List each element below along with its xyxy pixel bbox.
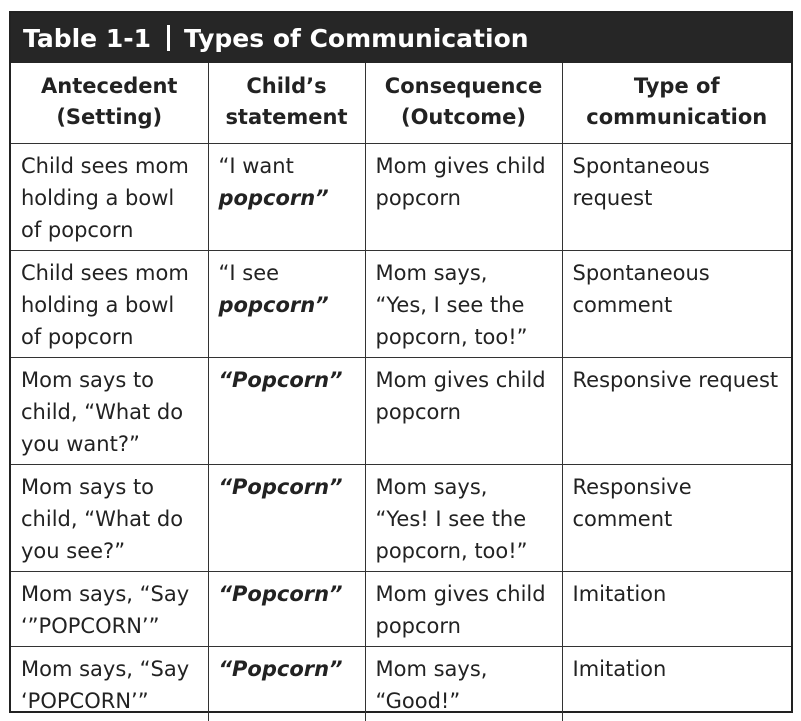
antecedent-cell xyxy=(11,464,208,571)
statement-cell xyxy=(208,143,365,250)
statement-cell xyxy=(208,464,365,571)
type-cell xyxy=(562,250,791,357)
cell-line: Mom says to xyxy=(21,474,155,499)
type-cell xyxy=(562,143,791,250)
cell-line: “Yes! I see the xyxy=(375,506,527,531)
statement-emphasis: popcorn” xyxy=(218,185,329,210)
antecedent-cell xyxy=(11,571,208,646)
cell-line: Imitation xyxy=(572,656,667,681)
cell-line: of popcorn xyxy=(21,324,134,349)
table-number: Table 1-1 xyxy=(23,23,151,53)
header-line: (Setting) xyxy=(56,105,163,129)
cell-line: request xyxy=(572,185,653,210)
cell-line: Imitation xyxy=(572,581,667,606)
table-row xyxy=(11,646,791,721)
antecedent-cell xyxy=(11,357,208,464)
consequence-cell xyxy=(365,646,562,721)
table-title-bar xyxy=(11,13,791,63)
statement-emphasis: “Popcorn” xyxy=(218,581,343,606)
cell-line: popcorn xyxy=(375,399,461,424)
cell-line: comment xyxy=(572,292,673,317)
type-cell xyxy=(562,464,791,571)
communication-table xyxy=(11,63,791,721)
statement-cell xyxy=(208,357,365,464)
statement-cell xyxy=(208,646,365,721)
header-line: Consequence xyxy=(384,74,543,98)
header-line: Antecedent xyxy=(41,74,178,98)
cell-line: Spontaneous xyxy=(572,153,710,178)
statement-cell xyxy=(208,571,365,646)
table-row xyxy=(11,357,791,464)
header-line: communication xyxy=(586,105,768,129)
cell-line: popcorn, too!” xyxy=(375,538,528,563)
antecedent-cell xyxy=(11,143,208,250)
cell-line: of popcorn xyxy=(21,217,134,242)
header-type xyxy=(562,63,791,143)
cell-line: Mom says, xyxy=(375,656,488,681)
header-line: statement xyxy=(225,105,348,129)
header-consequence xyxy=(365,63,562,143)
statement-emphasis: “Popcorn” xyxy=(218,367,343,392)
cell-line: “I see xyxy=(218,260,280,285)
cell-line: Child sees mom xyxy=(21,260,189,285)
cell-line: ‘POPCORN’” xyxy=(21,688,149,713)
consequence-cell xyxy=(365,464,562,571)
cell-line: Mom gives child xyxy=(375,153,546,178)
header-line: Type of xyxy=(633,74,720,98)
cell-line: Mom says, “Say xyxy=(21,656,190,681)
cell-line: Responsive xyxy=(572,474,692,499)
table-row xyxy=(11,250,791,357)
header-line: Child’s xyxy=(246,74,327,98)
consequence-cell xyxy=(365,571,562,646)
cell-line: Mom gives child xyxy=(375,367,546,392)
cell-line: Spontaneous xyxy=(572,260,710,285)
cell-line: Responsive request xyxy=(572,367,779,392)
cell-line: popcorn, too!” xyxy=(375,324,528,349)
cell-line: “Yes, I see the xyxy=(375,292,525,317)
cell-line: you see?” xyxy=(21,538,126,563)
cell-line: child, “What do xyxy=(21,399,184,424)
cell-line: Mom says, “Say xyxy=(21,581,190,606)
cell-line: “Good!” xyxy=(375,688,461,713)
cell-line: Mom says, xyxy=(375,474,488,499)
statement-emphasis: “Popcorn” xyxy=(218,656,343,681)
title-separator xyxy=(167,25,170,51)
table-row xyxy=(11,464,791,571)
cell-line: Mom says to xyxy=(21,367,155,392)
type-cell xyxy=(562,571,791,646)
cell-line: “I want xyxy=(218,153,294,178)
antecedent-cell xyxy=(11,250,208,357)
statement-emphasis: “Popcorn” xyxy=(218,474,343,499)
header-line: (Outcome) xyxy=(400,105,527,129)
type-cell xyxy=(562,357,791,464)
cell-line: Child sees mom xyxy=(21,153,189,178)
communication-table-figure xyxy=(9,11,793,713)
consequence-cell xyxy=(365,250,562,357)
header-row xyxy=(11,63,791,143)
statement-cell xyxy=(208,250,365,357)
consequence-cell xyxy=(365,143,562,250)
cell-line: Mom gives child xyxy=(375,581,546,606)
cell-line: popcorn xyxy=(375,613,461,638)
consequence-cell xyxy=(365,357,562,464)
type-cell xyxy=(562,646,791,721)
table-row xyxy=(11,571,791,646)
cell-line: popcorn xyxy=(375,185,461,210)
header-antecedent xyxy=(11,63,208,143)
header-statement xyxy=(208,63,365,143)
antecedent-cell xyxy=(11,646,208,721)
table-row xyxy=(11,143,791,250)
cell-line: child, “What do xyxy=(21,506,184,531)
statement-emphasis: popcorn” xyxy=(218,292,329,317)
cell-line: holding a bowl xyxy=(21,292,175,317)
cell-line: holding a bowl xyxy=(21,185,175,210)
cell-line: ‘”POPCORN’” xyxy=(21,613,160,638)
table-title: Types of Communication xyxy=(184,23,529,53)
cell-line: you want?” xyxy=(21,431,140,456)
cell-line: Mom says, xyxy=(375,260,488,285)
cell-line: comment xyxy=(572,506,673,531)
